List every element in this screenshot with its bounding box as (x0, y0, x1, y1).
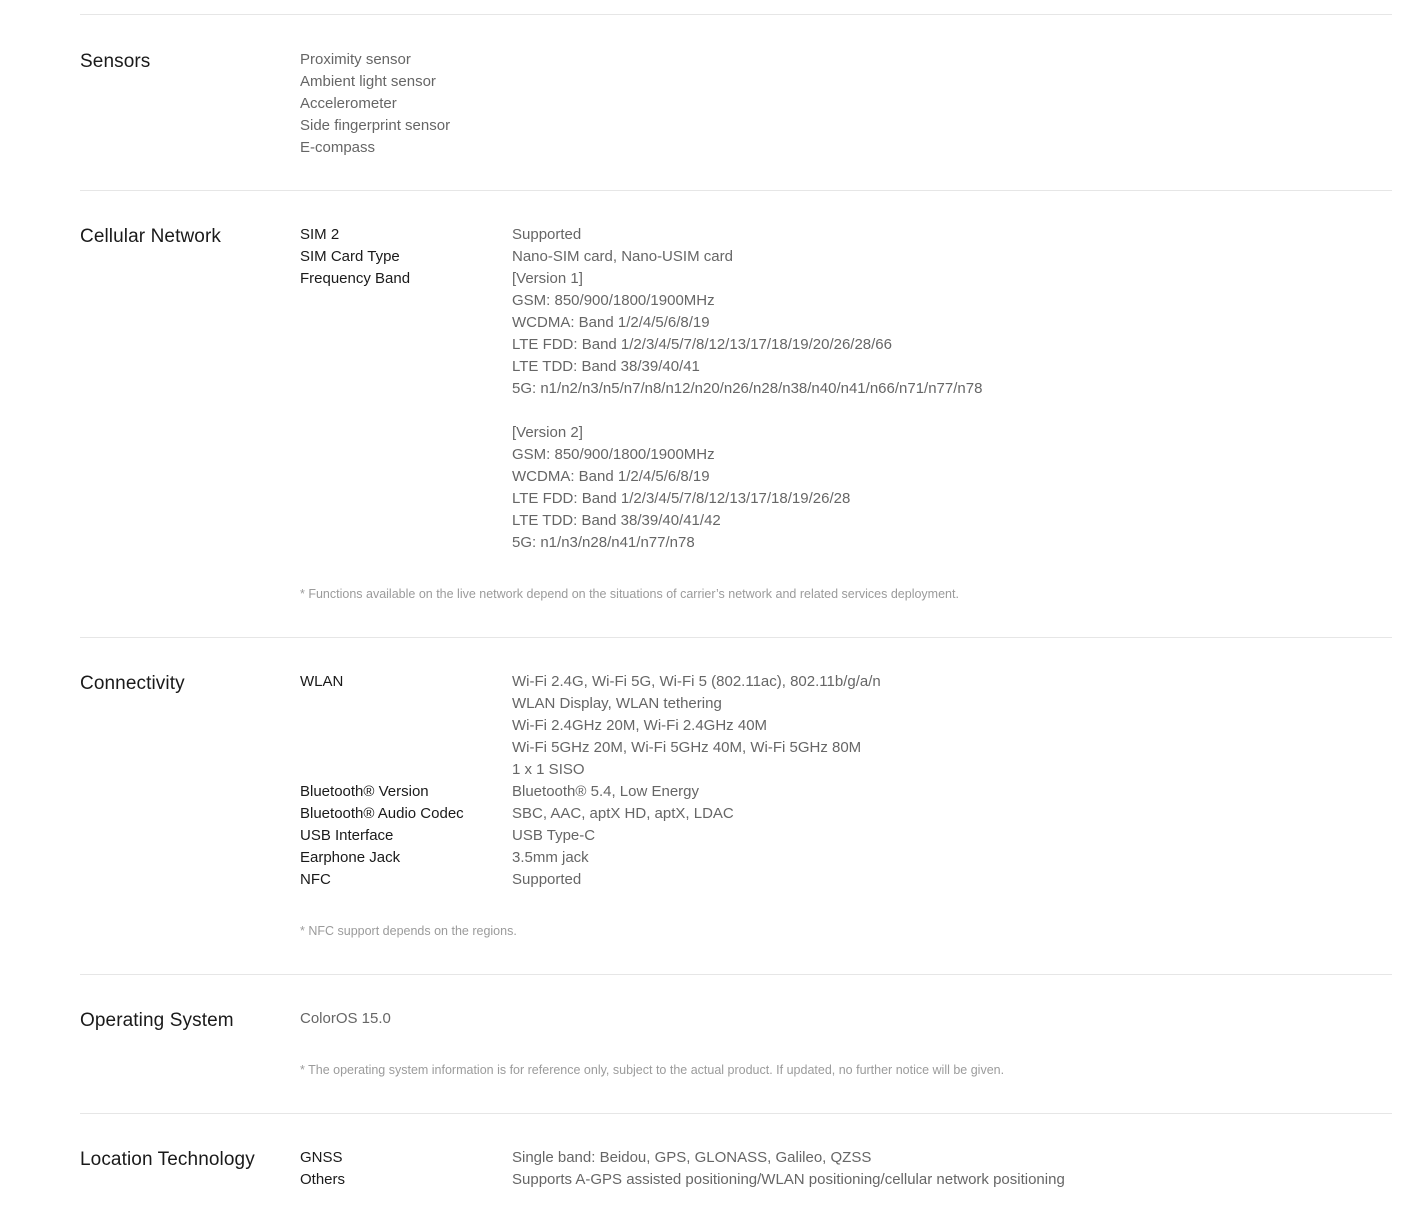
sensor-item: Side fingerprint sensor (300, 117, 451, 134)
spec-value: WCDMA: Band 1/2/4/5/6/8/19 (512, 468, 710, 485)
spec-label: NFC (300, 871, 331, 888)
divider (80, 1113, 1392, 1114)
spec-value: 3.5mm jack (512, 849, 589, 866)
spec-value: Single band: Beidou, GPS, GLONASS, Galileo, QZSS (512, 1149, 872, 1166)
spec-value: [Version 1] (512, 270, 583, 287)
connectivity-values (512, 671, 881, 891)
sensors-list (300, 49, 450, 159)
spacer (512, 400, 982, 422)
location-values (512, 1147, 1065, 1191)
spec-value: Wi-Fi 5GHz 20M, Wi-Fi 5GHz 40M, Wi-Fi 5GHz 80M (512, 739, 862, 756)
spec-value: Wi-Fi 2.4G, Wi-Fi 5G, Wi-Fi 5 (802.11ac), 802.11b/g/a/n (512, 673, 881, 690)
spec-label: SIM 2 (300, 226, 340, 243)
sensor-item: Proximity sensor (300, 51, 411, 68)
spec-value: LTE FDD: Band 1/2/3/4/5/7/8/12/13/17/18/19/26/28 (512, 490, 851, 507)
divider (80, 974, 1392, 975)
section-title: Location Technology (80, 1149, 255, 1170)
footnote: * The operating system information is for reference only, subject to the actual product. If updated, no further notice will be given. (300, 1063, 1005, 1077)
connectivity-labels (300, 671, 464, 891)
spec-value: ColorOS 15.0 (300, 1010, 391, 1027)
spec-value: Wi-Fi 2.4GHz 20M, Wi-Fi 2.4GHz 40M (512, 717, 768, 734)
sensor-item: E-compass (300, 139, 376, 156)
spec-value: WLAN Display, WLAN tethering (512, 695, 722, 712)
spec-label: Frequency Band (300, 270, 411, 287)
spec-label: Earphone Jack (300, 849, 401, 866)
divider (80, 637, 1392, 638)
spec-label: GNSS (300, 1149, 343, 1166)
spec-value: SBC, AAC, aptX HD, aptX, LDAC (512, 805, 734, 822)
section-title: Connectivity (80, 673, 185, 694)
spec-value: Supported (512, 226, 582, 243)
footnote: * NFC support depends on the regions. (300, 924, 517, 938)
spec-value: 1 x 1 SISO (512, 761, 585, 778)
section-title: Sensors (80, 51, 151, 72)
section-title: Cellular Network (80, 226, 221, 247)
divider (80, 14, 1392, 15)
sensor-item: Ambient light sensor (300, 73, 436, 90)
spec-label: SIM Card Type (300, 248, 400, 265)
spec-value: LTE FDD: Band 1/2/3/4/5/7/8/12/13/17/18/19/20/26/28/66 (512, 336, 892, 353)
spec-value: [Version 2] (512, 424, 583, 441)
spec-value: 5G: n1/n3/n28/n41/n77/n78 (512, 534, 695, 551)
spec-value: WCDMA: Band 1/2/4/5/6/8/19 (512, 314, 710, 331)
os-values (300, 1008, 391, 1030)
spec-label: Bluetooth® Version (300, 783, 429, 800)
spec-label: Others (300, 1171, 346, 1188)
spec-label: USB Interface (300, 827, 394, 844)
footnote: * Functions available on the live network depend on the situations of carrier’s network and related services deployment. (300, 587, 959, 601)
spec-value: GSM: 850/900/1800/1900MHz (512, 292, 715, 309)
spec-value: Nano-SIM card, Nano-USIM card (512, 248, 733, 265)
spec-value: Supported (512, 871, 582, 888)
sensor-item: Accelerometer (300, 95, 397, 112)
spec-label: Bluetooth® Audio Codec (300, 805, 464, 822)
spec-value: LTE TDD: Band 38/39/40/41 (512, 358, 700, 375)
spec-value: 5G: n1/n2/n3/n5/n7/n8/n12/n20/n26/n28/n38/n40/n41/n66/n71/n77/n78 (512, 380, 983, 397)
spec-value: Bluetooth® 5.4, Low Energy (512, 783, 700, 800)
section-title: Operating System (80, 1010, 234, 1031)
spec-value: USB Type-C (512, 827, 596, 844)
cellular-values (512, 224, 982, 554)
spec-value: Supports A-GPS assisted positioning/WLAN positioning/cellular network positioning (512, 1171, 1065, 1188)
spec-label: WLAN (300, 673, 344, 690)
cellular-labels (300, 224, 410, 290)
location-labels (300, 1147, 345, 1191)
divider (80, 190, 1392, 191)
spec-value: LTE TDD: Band 38/39/40/41/42 (512, 512, 721, 529)
spec-value: GSM: 850/900/1800/1900MHz (512, 446, 715, 463)
